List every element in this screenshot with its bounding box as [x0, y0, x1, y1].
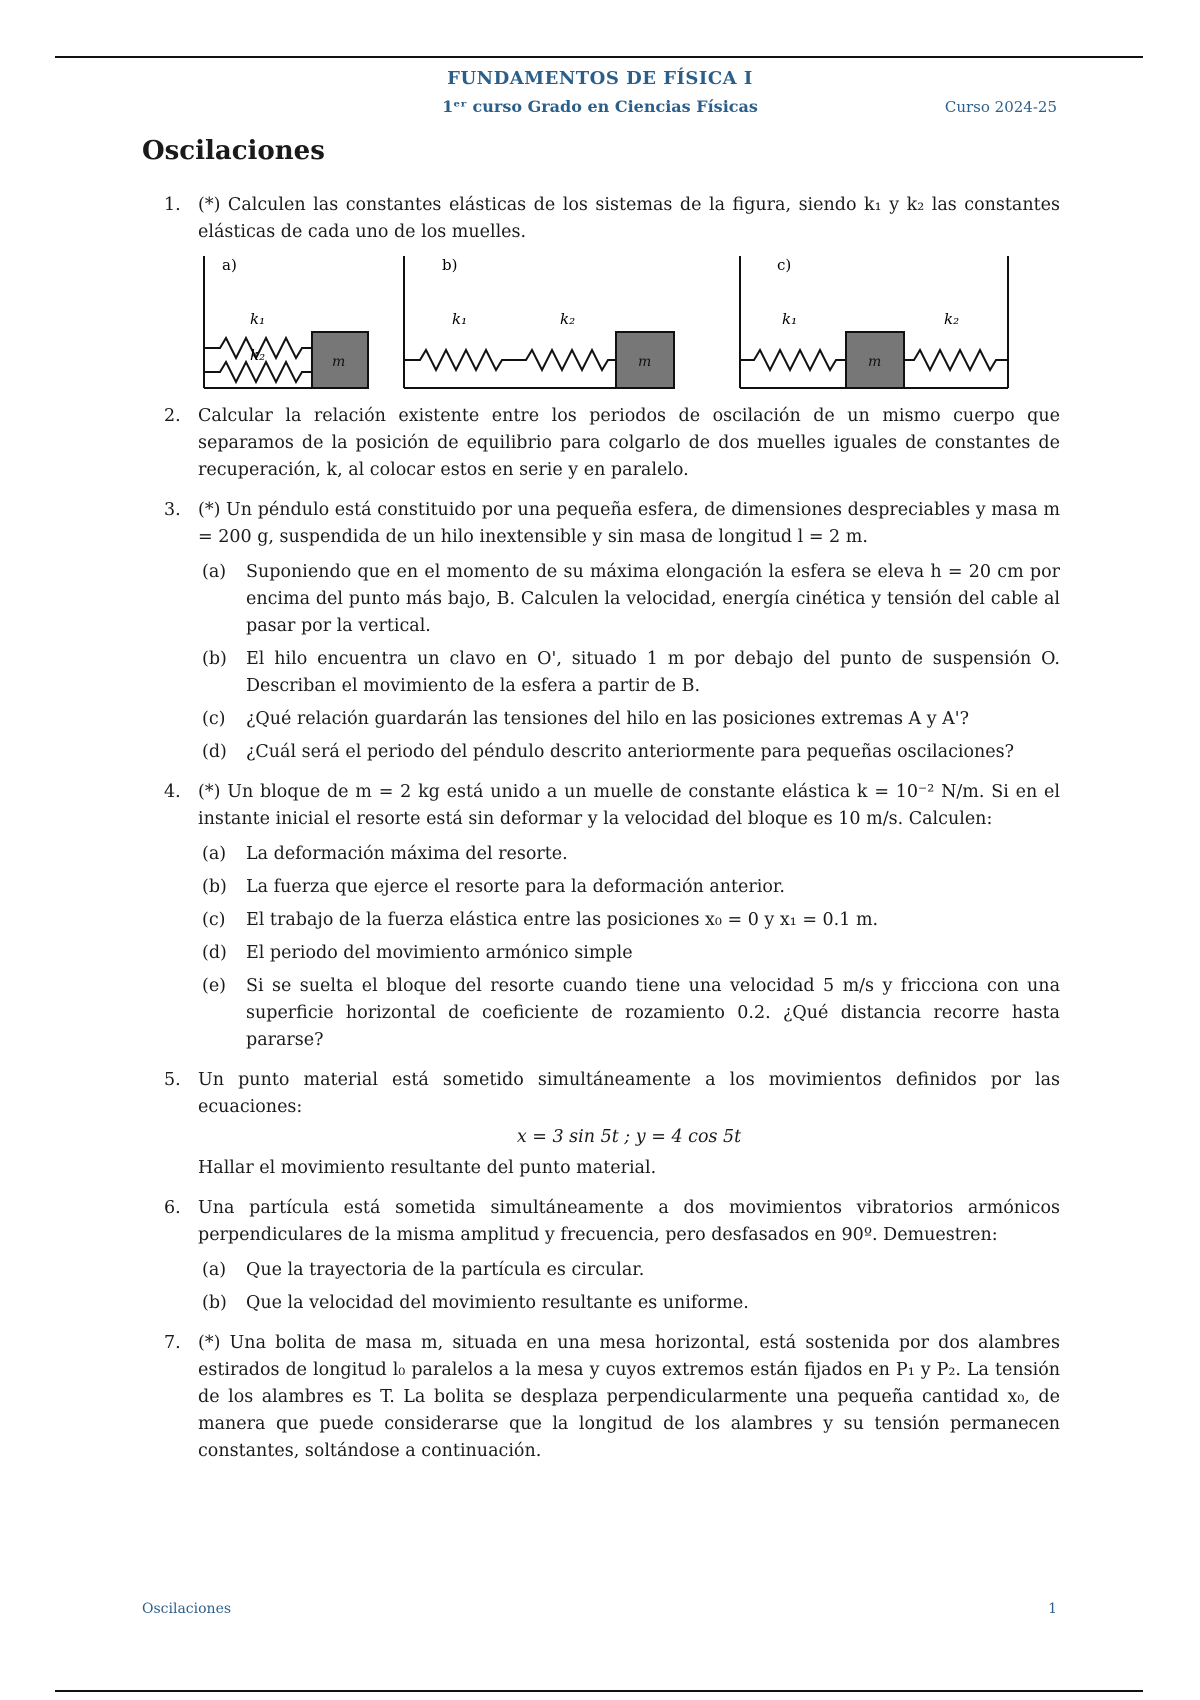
equation: x = 3 sin 5t ; y = 4 cos 5t — [516, 1127, 742, 1147]
top-rule — [55, 56, 1143, 58]
problem-number: 3. — [164, 500, 181, 520]
subquestion-list — [198, 1257, 1060, 1317]
course-year: Curso 2024-25 — [944, 98, 1057, 116]
subquestion — [198, 739, 1060, 766]
problem-3 — [142, 497, 1060, 766]
section-title: Oscilaciones — [142, 136, 325, 166]
subquestion — [198, 706, 1060, 733]
problem-4 — [142, 779, 1060, 1054]
subquestion-list — [198, 841, 1060, 1054]
subquestion-text: ¿Qué relación guardarán las tensiones del hilo en las posiciones extremas A y A'? — [246, 709, 969, 729]
mass-label: m — [638, 354, 652, 370]
page-number: 1 — [1048, 1601, 1057, 1617]
problem-2 — [142, 403, 1060, 484]
subquestion-label: (b) — [202, 1293, 227, 1313]
subquestion-label: (a) — [202, 1260, 227, 1280]
label-b: b) — [442, 256, 458, 274]
problem-number: 7. — [164, 1333, 181, 1353]
subquestion-text: La deformación máxima del resorte. — [246, 844, 568, 864]
subquestion — [198, 841, 1060, 868]
problem-7 — [142, 1330, 1060, 1465]
subquestion-text: ¿Cuál será el periodo del péndulo descrito anteriormente para pequeñas oscilaciones? — [246, 742, 1014, 762]
problem-5 — [142, 1067, 1060, 1182]
subquestion — [198, 907, 1060, 934]
subquestion-label: (c) — [202, 910, 226, 930]
subquestion-label: (d) — [202, 742, 227, 762]
course-title: FUNDAMENTOS DE FÍSICA I — [447, 68, 753, 89]
subquestion — [198, 1257, 1060, 1284]
subquestion-text: El trabajo de la fuerza elástica entre las posiciones x₀ = 0 y x₁ = 0.1 m. — [246, 910, 879, 930]
subquestion — [198, 1290, 1060, 1317]
spring-label-k1: k₁ — [452, 310, 468, 328]
subquestion — [198, 646, 1060, 700]
problem-number: 5. — [164, 1070, 181, 1090]
subquestion-text: El hilo encuentra un clavo en O', situado 1 m por debajo del punto de suspensión O. Describan el movimiento de la esfera a partir de B. — [246, 649, 1060, 696]
subquestion — [198, 874, 1060, 901]
spring-label-k1: k₁ — [782, 310, 798, 328]
subquestion — [198, 940, 1060, 967]
subquestion-text: Que la trayectoria de la partícula es circular. — [246, 1260, 645, 1280]
subquestion-label: (c) — [202, 709, 226, 729]
problem-6 — [142, 1195, 1060, 1317]
subquestion-text: La fuerza que ejerce el resorte para la deformación anterior. — [246, 877, 785, 897]
problem-text: (*) Una bolita de masa m, situada en una mesa horizontal, está sostenida por dos alambres estirados de longitud l₀ paralelos a la mesa y cuyos extremos están fijados en P₁ y P₂. La tensión de los alambres es T. La bolita se desplaza perpendicularmente una pequeña cantidad x₀, de manera que puede considerarse que la longitud de los alambres y su tensión permanecen constantes, soltándose a continuación. — [198, 1333, 1060, 1461]
spring-label-k2: k₂ — [944, 310, 960, 328]
spring-label-k2: k₂ — [250, 346, 266, 364]
footer-section: Oscilaciones — [142, 1601, 232, 1617]
problem-number: 1. — [164, 195, 181, 215]
subquestion — [198, 559, 1060, 640]
problem-question: Hallar el movimiento resultante del punto material. — [198, 1158, 657, 1178]
problem-number: 2. — [164, 406, 181, 426]
problem-text: (*) Un péndulo está constituido por una pequeña esfera, de dimensiones despreciables y masa m = 200 g, suspendida de un hilo inextensible y sin masa de longitud l = 2 m. — [198, 500, 1060, 547]
subquestion-label: (b) — [202, 877, 227, 897]
problem-text: Calcular la relación existente entre los periodos de oscilación de un mismo cuerpo que separamos de la posición de equilibrio para colgarlo de dos muelles iguales de constantes de recuperación, k, al colocar estos en serie y en paralelo. — [198, 406, 1060, 480]
spring-label-k1: k₁ — [250, 310, 266, 328]
subquestion-label: (d) — [202, 943, 227, 963]
subquestion — [198, 973, 1060, 1054]
springs-figure — [150, 250, 1080, 390]
subquestion-label: (b) — [202, 649, 227, 669]
subquestion-text: Suponiendo que en el momento de su máxima elongación la esfera se eleva h = 20 cm por encima del punto más bajo, B. Calculen la velocidad, energía cinética y tensión del cable al pasar por la vertical. — [246, 562, 1060, 636]
subquestion-list — [198, 559, 1060, 766]
problem-number: 6. — [164, 1198, 181, 1218]
mass-label: m — [868, 354, 882, 370]
label-c: c) — [777, 256, 792, 274]
spring-label-k2: k₂ — [560, 310, 576, 328]
subquestion-label: (e) — [202, 976, 227, 996]
bottom-rule — [55, 1690, 1143, 1692]
subquestion-text: El periodo del movimiento armónico simple — [246, 943, 633, 963]
problem-text: Una partícula está sometida simultáneamente a dos movimientos vibratorios armónicos perpendiculares de la misma amplitud y frecuencia, pero desfasados en 90º. Demuestren: — [198, 1198, 1060, 1245]
subquestion-text: Que la velocidad del movimiento resultante es uniforme. — [246, 1293, 749, 1313]
problem-number: 4. — [164, 782, 181, 802]
problem-text: (*) Un bloque de m = 2 kg está unido a un muelle de constante elástica k = 10⁻² N/m. Si en el instante inicial el resorte está sin deformar y la velocidad del bloque es 10 m/s. Calculen: — [198, 782, 1060, 829]
mass-label: m — [332, 354, 346, 370]
subquestion-label: (a) — [202, 844, 227, 864]
problem-text: (*) Calculen las constantes elásticas de los sistemas de la figura, siendo k₁ y k₂ las constantes elásticas de cada uno de los muelles. — [198, 195, 1060, 242]
label-a: a) — [222, 256, 237, 274]
subquestion-label: (a) — [202, 562, 227, 582]
problem-text: Un punto material está sometido simultáneamente a los movimientos definidos por las ecuaciones: — [198, 1070, 1060, 1117]
course-subtitle: 1ᵉʳ curso Grado en Ciencias Físicas — [442, 97, 758, 116]
subquestion-text: Si se suelta el bloque del resorte cuando tiene una velocidad 5 m/s y fricciona con una superficie horizontal de coeficiente de rozamiento 0.2. ¿Qué distancia recorre hasta pararse? — [246, 976, 1060, 1050]
problem-1 — [142, 192, 1060, 390]
problem-list — [142, 192, 1060, 1478]
